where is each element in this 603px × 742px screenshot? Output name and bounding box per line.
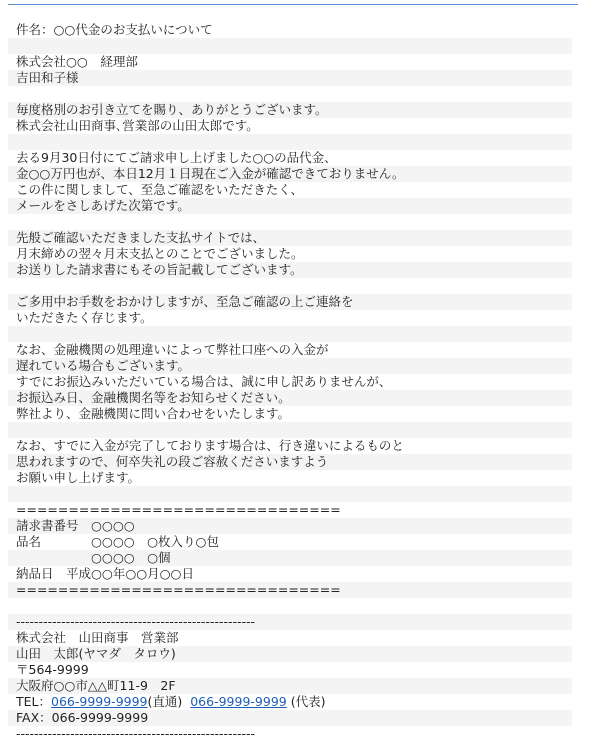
email-line: 山田 太郎(ヤマダ タロウ) [8,646,572,662]
email-line: 請求書番号 ○○○○ [8,518,572,534]
email-line: ご多用中お手数をおかけしますが、至急ご確認の上ご連絡を [8,294,572,310]
email-line: すでにお振込みいただいている場合は、誠に申し訳ありませんが、 [16,374,392,389]
email-line: なお、金融機関の処理違いによって弊社口座への入金が [16,342,329,357]
email-line: ○○○○ ○個 [8,550,572,566]
email-line [8,86,572,102]
email-line: =============================== [8,582,572,598]
email-line [8,422,572,438]
signature-closing-rule: ----------------------------------------------------- [16,726,256,741]
email-line [8,214,572,230]
email-line: この件に関しまして、至急ご確認をいただきたく、 [16,182,304,197]
email-line: 遅れている場合もございます。 [8,358,572,374]
email-line: 品名 ○○○○ ○枚入り○包 [16,534,219,549]
email-line: 〒564-9999 [16,662,89,677]
email-line: メールをさしあげた次第です。 [8,198,572,214]
email-line: 月末締めの翌々月末支払とのことでございました。 [16,246,304,261]
email-line: 株式会社○○ 経理部 [16,54,138,69]
tel-main-note: (代表) [286,694,326,709]
email-line [8,38,572,54]
email-line: 弊社より、金融機関に問い合わせをいたします。 [16,406,291,421]
tel-direct-note: (直通) [147,694,183,709]
fax-line: FAX：066-9999-9999 [8,710,572,726]
email-line: 株式会社 山田商事 営業部 [16,630,179,645]
email-line: 納品日 平成○○年○○月○○日 [16,566,194,581]
email-line: なお、すでに入金が完了しております場合は、行き違いによるものと [16,438,404,453]
email-line [8,326,572,342]
email-line: 思われますので、何卒失礼の段ご容赦くださいますよう [8,454,572,470]
email-body [8,22,572,742]
email-line: お振込み日、金融機関名等をお知らせください。 [8,390,572,406]
email-text-lines [8,22,572,694]
email-line: 金○○万円也が、本日12月１日現在ご入金が確認できておりません。 [8,166,572,182]
email-line [8,598,572,614]
email-line [8,486,572,502]
email-line: ----------------------------------------------------- [8,614,572,630]
email-line: お願い申し上げます。 [16,470,141,485]
email-line: 去る9月30日付にてご請求申し上げました○○の品代金、 [16,150,337,165]
email-line: 毎度格別のお引き立てを賜り、ありがとうございます。 [8,102,572,118]
email-line: =============================== [16,502,341,517]
tel-label: TEL： [16,694,51,709]
email-line [8,134,572,150]
email-line: 株式会社山田商事､営業部の山田太郎です。 [16,118,259,133]
email-line: いただきたく存じます。 [16,310,153,325]
email-line: 件名：○○代金のお支払いについて [16,22,213,37]
tel-line [8,694,572,710]
email-line: 先般ご確認いただきました支払サイトでは、 [8,230,572,246]
header-divider [8,4,578,5]
email-line: 大阪府○○市△△町11-9 2F [8,678,572,694]
tel-main-link[interactable]: 066-9999-9999 [190,694,287,709]
email-line [8,278,572,294]
email-line: 吉田和子様 [8,70,572,86]
email-line: お送りした請求書にもその旨記載してございます。 [8,262,572,278]
tel-direct-link[interactable]: 066-9999-9999 [51,694,148,709]
